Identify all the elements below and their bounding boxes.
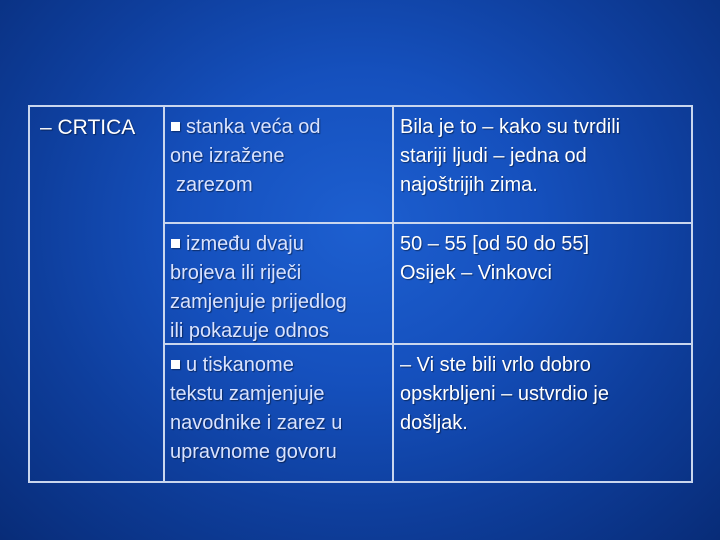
usage-line: zamjenjuje prijedlog [170,291,347,313]
usage-line: tekstu zamjenjuje [170,383,325,405]
usage-line: u tiskanome [186,354,294,376]
example-line: – Vi ste bili vrlo dobro [400,354,591,376]
term-cell [28,105,165,483]
crtica-table [28,105,693,483]
usage-line: ili pokazuje odnos [170,320,329,342]
usage-line: stanka veća od [186,116,321,138]
usage-line: navodnike i zarez u [170,412,343,434]
example-line: Bila je to – kako su tvrdili [400,116,621,138]
example-line: došljak. [400,412,468,434]
example-cell-3 [394,345,693,483]
example-line: stariji ljudi – jedna od [400,145,587,167]
example-line: opskrbljeni – ustvrdio je [400,383,609,405]
usage-line: upravnome govoru [170,441,337,463]
usage-line: zarezom [176,174,253,196]
usage-cell-1 [165,105,394,224]
example-cell-2 [394,224,693,345]
square-bullet-icon [171,122,180,131]
example-line: 50 – 55 [od 50 do 55] [400,233,590,255]
square-bullet-icon [171,360,180,369]
example-line: najoštrijih zima. [400,174,538,196]
term-label: – CRTICA [40,116,136,139]
example-line: Osijek – Vinkovci [400,262,552,284]
usage-line: brojeva ili riječi [170,262,302,284]
square-bullet-icon [171,239,180,248]
usage-line: one izražene [170,145,285,167]
usage-cell-3 [165,345,394,483]
usage-line: između dvaju [186,233,304,255]
usage-cell-2 [165,224,394,345]
example-cell-1 [394,105,693,224]
